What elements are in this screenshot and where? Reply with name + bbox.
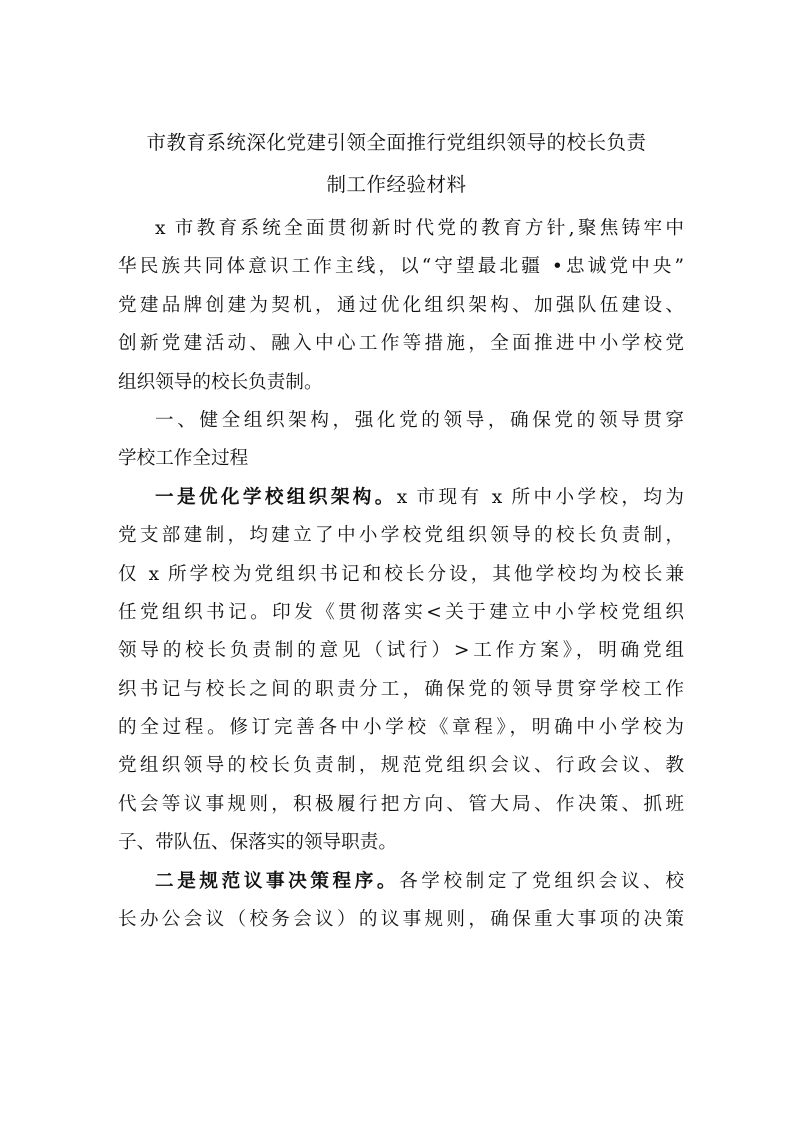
- document-body: [118, 210, 684, 939]
- para2-first-line: [118, 863, 684, 901]
- title-line-1: 市教育系统深化党建引领全面推行党组织领导的校长负责: [146, 131, 647, 154]
- title-line-2: 制工作经验材料: [326, 173, 467, 196]
- para1-line: 代会等议事规则，积极履行把方向、管大局、作决策、抓班: [118, 793, 684, 815]
- para1-line: 织书记与校长之间的职责分工，确保党的领导贯穿学校工作: [118, 678, 684, 700]
- intro-line: 组织领导的校长负责制。: [118, 371, 323, 393]
- para1-line: 的全过程。修订完善各中小学校《章程》，明确中小学校为: [118, 717, 684, 739]
- para2-lead: 二是规范议事决策程序。: [155, 870, 400, 892]
- para1-line: 任党组织书记。印发《贯彻落实<关于建立中小学校党组织: [118, 601, 684, 623]
- section-heading-line: 学校工作全过程: [118, 448, 249, 470]
- document-title: [90, 122, 703, 206]
- para1-line: 子、带队伍、保落实的领导职责。: [118, 832, 397, 854]
- intro-line: x 市教育系统全面贯彻新时代党的教育方针,聚焦铸牢中: [155, 218, 684, 239]
- intro-line: 华民族共同体意识工作主线，以“守望最北疆 •忠诚党中央”: [118, 256, 684, 278]
- para1-lead: 一是优化学校组织架构。: [155, 486, 397, 508]
- para1-line: 党组织领导的校长负责制，规范党组织会议、行政会议、教: [118, 755, 684, 777]
- para2-line: 长办公会议（校务会议）的议事规则，确保重大事项的决策: [118, 909, 684, 931]
- para1-first-line: [118, 479, 684, 517]
- section-heading-line: 一、健全组织架构，强化党的领导，确保党的领导贯穿: [155, 409, 684, 431]
- para1-line: 领导的校长负责制的意见（试行）>工作方案》，明确党组: [118, 640, 684, 662]
- para1-line: 仅 x 所学校为党组织书记和校长分设，其他学校均为校长兼: [118, 563, 684, 585]
- para1-first-rest: x 市现有 x 所中小学校，均为: [396, 486, 684, 508]
- para2-first-rest: 各学校制定了党组织会议、校: [399, 870, 684, 892]
- intro-line: 党建品牌创建为契机，通过优化组织架构、加强队伍建设、: [118, 294, 684, 316]
- para1-line: 党支部建制，均建立了中小学校党组织领导的校长负责制，: [118, 525, 684, 547]
- intro-line: 创新党建活动、融入中心工作等措施，全面推进中小学校党: [118, 333, 684, 355]
